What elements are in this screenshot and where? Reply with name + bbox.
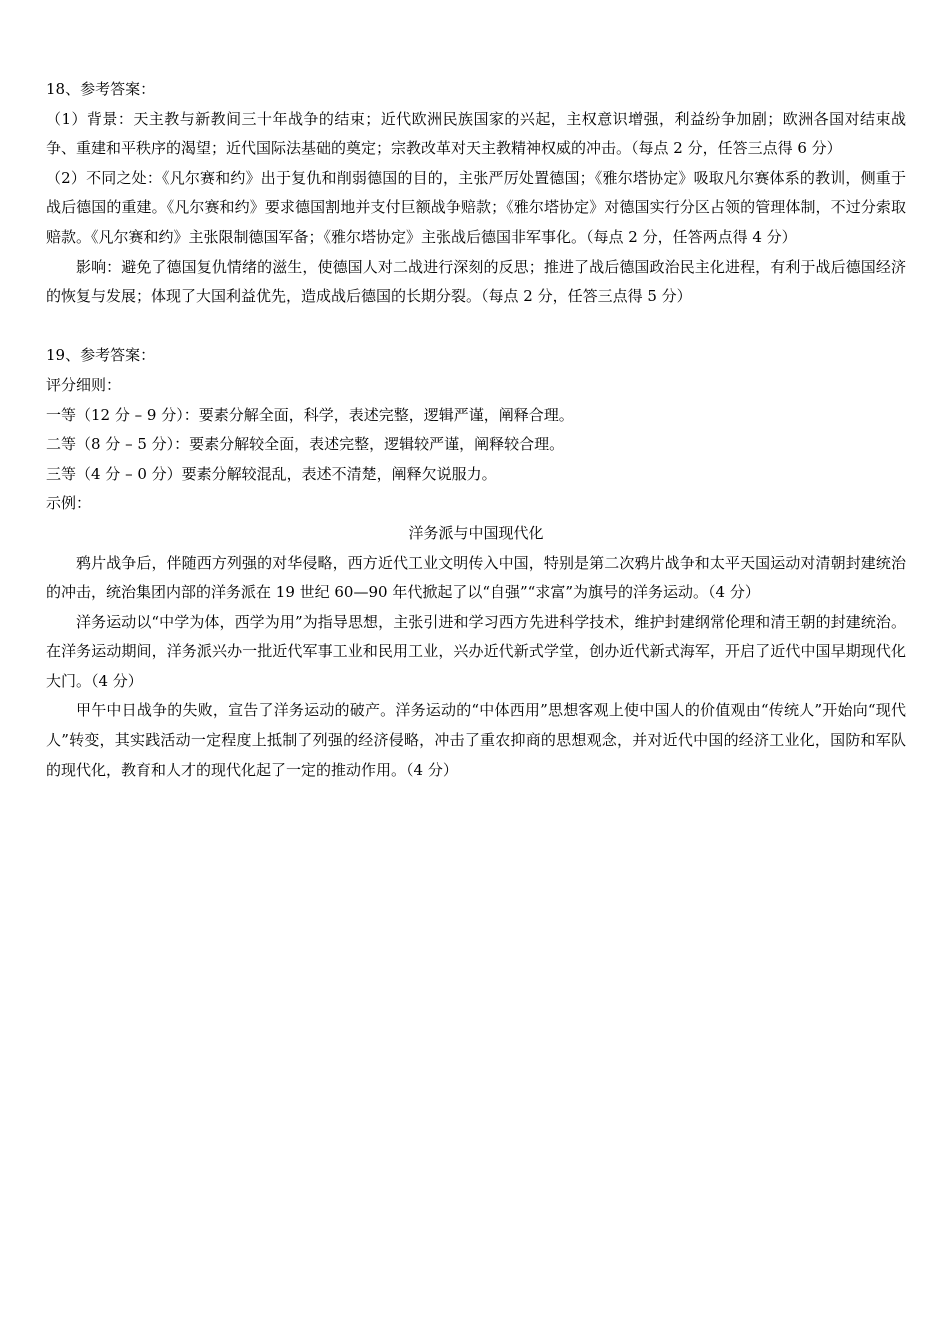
q19-example-label: 示例： (46, 494, 92, 513)
q18-answer-part2: （2）不同之处：《凡尔赛和约》出于复仇和削弱德国的目的，主张严厉处置德国；《雅尔塔协定》吸取凡尔赛体系的教训，侧重于战后德国的重建。《凡尔赛和约》要求德国割地并支付巨额战争赔款；《雅尔塔协定》对德国实行分区占领的管理体制，不过分索取赔款。《凡尔赛和约》主张限制德国军备；《雅尔塔协定》主张战后德国非军事化。（每点 2 分，任答两点得 4 分） (46, 168, 906, 246)
document-page (46, 75, 906, 785)
q19-essay-title: 洋务派与中国现代化 (408, 523, 544, 542)
q19-grade-second: 二等（8 分 – 5 分）：要素分解较全面，表述完整，逻辑较严谨，阐释较合理。 (46, 435, 565, 454)
q19-essay-paragraph-3: 甲午中日战争的失败，宣告了洋务运动的破产。洋务运动的“中体西用”思想客观上使中国人的价值观由“传统人”开始向“现代人”转变，其实践活动一定程度上抵制了列强的经济侵略，冲击了重农抑商的思想观念，并对近代中国的经济工业化，国防和军队的现代化，教育和人才的现代化起了一定的推动作用。（4 分） (46, 701, 906, 779)
q18-heading: 18、参考答案： (46, 80, 156, 98)
q19-rubric-title: 评分细则： (46, 375, 122, 394)
q18-answer-part1: （1）背景：天主教与新教间三十年战争的结束；近代欧洲民族国家的兴起，主权意识增强，利益纷争加剧；欧洲各国对结束战争、重建和平秩序的渴望；近代国际法基础的奠定；宗教改革对天主教精神权威的冲击。（每点 2 分，任答三点得 6 分） (46, 109, 906, 158)
q19-grade-third: 三等（4 分 – 0 分）要素分解较混乱，表述不清楚，阐释欠说服力。 (46, 464, 497, 483)
q18-answer-impact: 影响：避免了德国复仇情绪的滋生，使德国人对二战进行深刻的反思；推进了战后德国政治民主化进程，有利于战后德国经济的恢复与发展；体现了大国利益优先，造成战后德国的长期分裂。（每点 2 分，任答三点得 5 分） (46, 257, 906, 306)
q19-essay-paragraph-2: 洋务运动以“中学为体，西学为用”为指导思想，主张引进和学习西方先进科学技术，维护封建纲常伦理和清王朝的封建统治。在洋务运动期间，洋务派兴办一批近代军事工业和民用工业，兴办近代新式学堂，创办近代新式海军，开启了近代中国早期现代化大门。（4 分） (46, 612, 906, 690)
q19-heading: 19、参考答案： (46, 346, 156, 365)
q19-grade-first: 一等（12 分 – 9 分）：要素分解全面，科学，表述完整，逻辑严谨，阐释合理。 (46, 405, 574, 424)
section-gap (46, 312, 906, 342)
q19-essay-paragraph-1: 鸦片战争后，伴随西方列强的对华侵略，西方近代工业文明传入中国，特别是第二次鸦片战争和太平天国运动对清朝封建统治的冲击，统治集团内部的洋务派在 19 世纪 60—90 年代掀起了以“自强”“求富”为旗号的洋务运动。（4 分） (46, 553, 906, 602)
